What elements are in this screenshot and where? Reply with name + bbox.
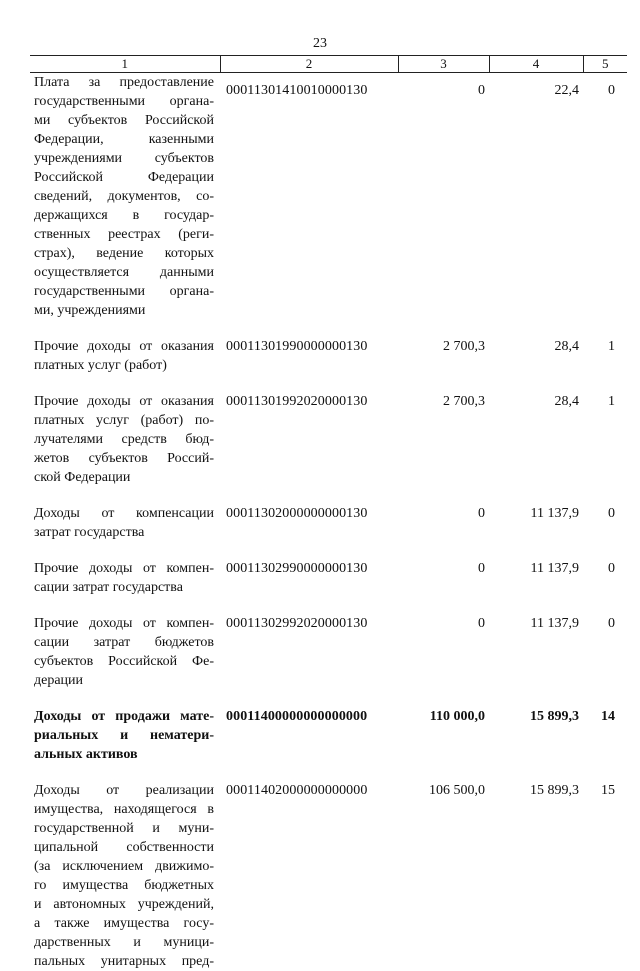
table-row	[30, 614, 627, 690]
column-header: 1	[30, 56, 220, 73]
budget-code: 00011301410010000130	[226, 83, 368, 98]
income-name-line: имущества, находящегося в	[34, 802, 214, 817]
income-name-line: ственных реестрах (реги-	[34, 227, 214, 242]
budget-code: 00011301990000000130	[226, 339, 368, 354]
budget-code: 00011302992020000130	[226, 616, 368, 631]
income-name-line: и автономных учреждений,	[34, 897, 214, 912]
income-name-line: платных услуг (работ)	[34, 358, 167, 373]
income-name-line: Плата за предоставление	[34, 75, 214, 90]
income-name-line: сации затрат государства	[34, 580, 183, 595]
income-name	[30, 392, 220, 487]
table-row	[30, 559, 627, 597]
page-number: 23	[313, 36, 327, 51]
row-spacer	[30, 375, 627, 392]
income-name-line: а также имущества госу-	[34, 916, 214, 931]
column-header: 5	[583, 56, 627, 73]
table-row	[30, 73, 627, 321]
income-name	[30, 614, 220, 690]
table-row	[30, 392, 627, 487]
plan-value: 110 000,0	[429, 709, 485, 724]
income-name-line: государственной и муни-	[34, 821, 214, 836]
income-name-line: ской Федерации	[34, 470, 131, 485]
percent-value: 0	[608, 561, 615, 576]
income-name-line: держащихся в государ-	[34, 208, 214, 223]
actual-value: 15 899,3	[530, 709, 579, 724]
income-name-line: пальных унитарных пред-	[34, 954, 214, 969]
column-header: 2	[220, 56, 398, 73]
actual-value: 28,4	[554, 339, 579, 354]
actual-value: 11 137,9	[530, 506, 579, 521]
income-name-line: страх), ведение которых	[34, 246, 214, 261]
actual-value: 22,4	[554, 83, 579, 98]
income-name-line: альных активов	[34, 747, 138, 762]
income-name-line: риальных и нематери-	[34, 728, 214, 743]
income-name-line: Федерации, казенными	[34, 132, 214, 147]
income-name-line: Прочие доходы от оказания	[34, 394, 214, 409]
income-name-line: дерации	[34, 673, 84, 688]
income-name-line: (за исключением движимо-	[34, 859, 214, 874]
actual-value: 11 137,9	[530, 616, 579, 631]
row-spacer	[30, 487, 627, 504]
plan-value: 0	[478, 83, 485, 98]
budget-code: 00011302000000000130	[226, 506, 368, 521]
percent-value: 15	[601, 783, 615, 798]
plan-value: 2 700,3	[443, 339, 485, 354]
income-name-line: сведений, документов, со-	[34, 189, 214, 204]
income-name-line: ципальной собственности	[34, 840, 214, 855]
income-name-line: Доходы от компенсации	[34, 506, 214, 521]
income-name-line: ми, учреждениями	[34, 303, 146, 318]
percent-value: 0	[608, 506, 615, 521]
income-name-line: ми субъектов Российской	[34, 113, 214, 128]
income-name	[30, 504, 220, 542]
budget-code: 00011402000000000000	[226, 783, 368, 798]
actual-value: 28,4	[554, 394, 579, 409]
row-spacer	[30, 764, 627, 781]
actual-value: 11 137,9	[530, 561, 579, 576]
income-name-line: учреждениями субъектов	[34, 151, 214, 166]
income-name	[30, 707, 220, 764]
income-name-line: Российской Федерации	[34, 170, 214, 185]
percent-value: 0	[608, 83, 615, 98]
income-name	[30, 781, 220, 971]
income-name-line: Прочие доходы от оказания	[34, 339, 214, 354]
row-spacer	[30, 597, 627, 614]
actual-value: 15 899,3	[530, 783, 579, 798]
row-spacer	[30, 690, 627, 707]
header-row	[30, 56, 627, 73]
table-row	[30, 707, 627, 764]
budget-code: 00011302990000000130	[226, 561, 368, 576]
income-name-line: затрат государства	[34, 525, 145, 540]
income-name	[30, 559, 220, 597]
plan-value: 0	[478, 506, 485, 521]
income-name-line: платных услуг (работ) по-	[34, 413, 214, 428]
income-name-line: го имущества бюджетных	[34, 878, 214, 893]
percent-value: 1	[608, 394, 615, 409]
percent-value: 0	[608, 616, 615, 631]
income-name-line: осуществляется данными	[34, 265, 214, 280]
plan-value: 2 700,3	[443, 394, 485, 409]
income-table	[30, 55, 627, 971]
row-spacer	[30, 542, 627, 559]
column-header: 3	[398, 56, 489, 73]
income-name-line: жетов субъектов Россий-	[34, 451, 214, 466]
income-name-line: Прочие доходы от компен-	[34, 561, 214, 576]
plan-value: 0	[478, 561, 485, 576]
plan-value: 106 500,0	[429, 783, 485, 798]
budget-code: 00011400000000000000	[226, 709, 368, 724]
income-name-line: Прочие доходы от компен-	[34, 616, 214, 631]
percent-value: 1	[608, 339, 615, 354]
income-name	[30, 337, 220, 375]
income-name-line: Доходы от реализации	[34, 783, 214, 798]
table-row	[30, 504, 627, 542]
income-name-line: дарственных и муници-	[34, 935, 214, 950]
plan-value: 0	[478, 616, 485, 631]
table-row	[30, 337, 627, 375]
table-row	[30, 781, 627, 971]
income-name-line: субъектов Российской Фе-	[34, 654, 214, 669]
row-spacer	[30, 320, 627, 337]
income-name-line: Доходы от продажи мате-	[34, 709, 214, 724]
income-name-line: лучателями средств бюд-	[34, 432, 214, 447]
income-name	[30, 73, 220, 321]
income-name-line: сации затрат бюджетов	[34, 635, 214, 650]
percent-value: 14	[601, 709, 615, 724]
column-header: 4	[489, 56, 583, 73]
income-name-line: государственными органа-	[34, 284, 214, 299]
budget-code: 00011301992020000130	[226, 394, 368, 409]
income-name-line: государственными органа-	[34, 94, 214, 109]
